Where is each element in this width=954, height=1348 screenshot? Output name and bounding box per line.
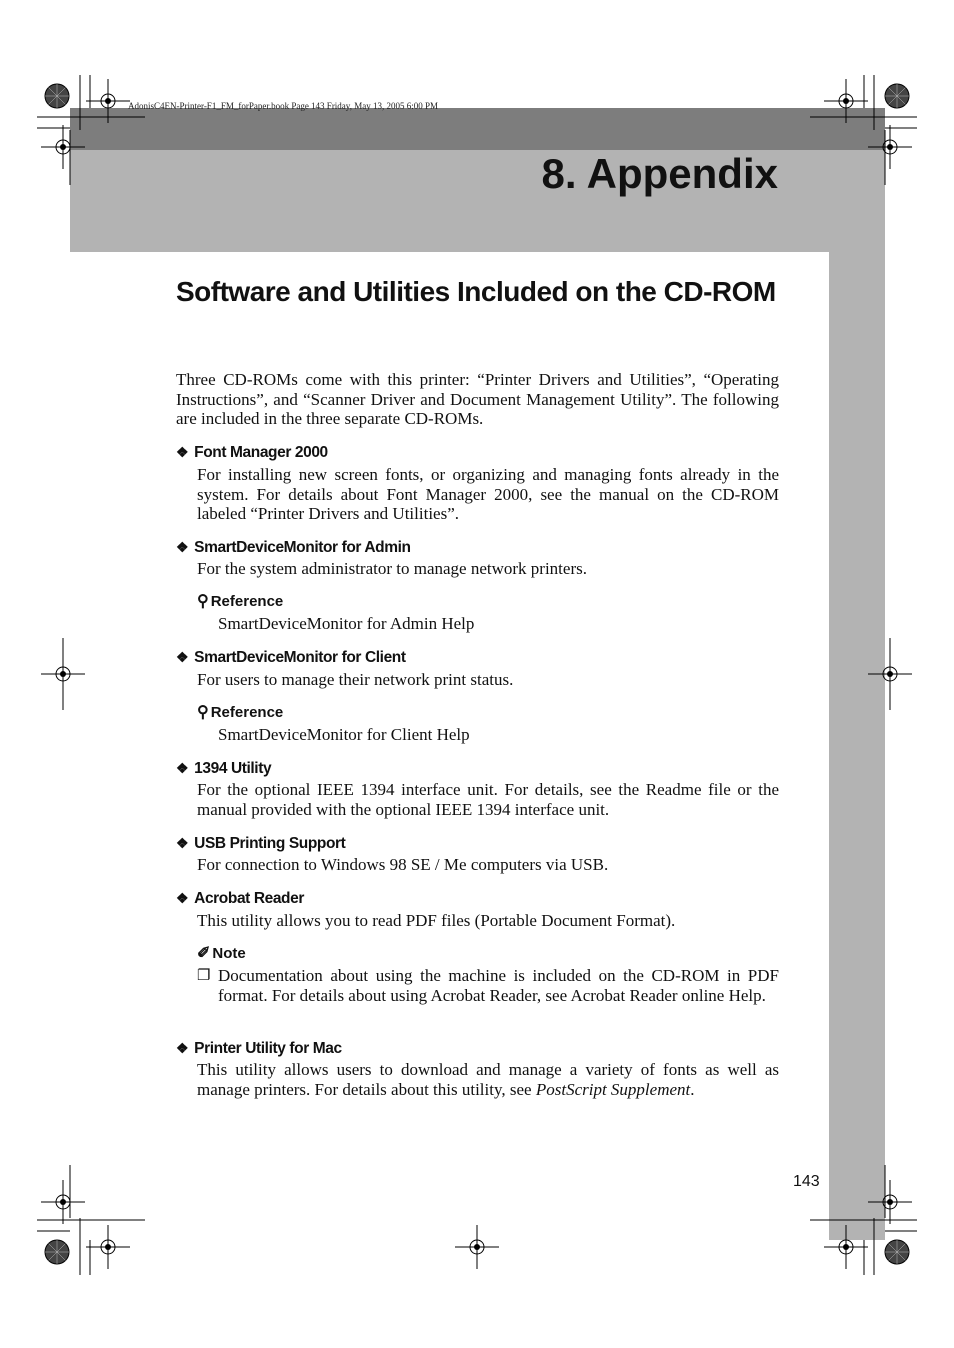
registration-mark-icon — [41, 1180, 85, 1224]
item-description: For installing new screen fonts, or organizing and managing fonts already in the system. For details about Font Manager 2000, see the manual on the CD-ROM labeled “Printer Drivers and Utilities”. — [197, 465, 779, 523]
item-heading-printer-utility-mac: ❖ Printer Utility for Mac — [176, 1040, 342, 1057]
diamond-bullet-icon: ❖ — [176, 649, 189, 665]
section-title: Software and Utilities Included on the CD-ROM — [176, 276, 776, 307]
diamond-bullet-icon: ❖ — [176, 835, 189, 851]
diamond-bullet-icon: ❖ — [176, 890, 189, 906]
item-description: For the optional IEEE 1394 interface unit. For details, see the Readme file or the manual provided with the optional IEEE 1394 interface unit. — [197, 780, 779, 819]
note-text: Documentation about using the machine is included on the CD-ROM in PDF format. For details about using Acrobat Reader, see Acrobat Reader online Help. — [218, 966, 779, 1005]
chapter-title: 8. Appendix — [541, 150, 778, 197]
item-heading-font-manager: ❖ Font Manager 2000 — [176, 444, 328, 461]
magnifier-icon: ⚲ — [197, 593, 209, 610]
magnifier-icon: ⚲ — [197, 704, 209, 721]
item-heading-sdm-client: ❖ SmartDeviceMonitor for Client — [176, 649, 406, 666]
item-description: For users to manage their network print status. — [197, 670, 514, 689]
registration-mark-icon — [868, 1180, 912, 1224]
registration-mark-icon — [41, 125, 85, 169]
item-heading-acrobat-reader: ❖ Acrobat Reader — [176, 890, 304, 907]
item-description: For connection to Windows 98 SE / Me computers via USB. — [197, 855, 609, 874]
corner-rosette-icon — [885, 84, 909, 108]
registration-mark-icon — [824, 1225, 868, 1269]
item-description: This utility allows users to download and manage a variety of fonts as well as manage printers. For details about this utility, see PostScript Supplement. — [197, 1060, 779, 1099]
file-info-line: AdonisC4EN-Printer-F1_FM_forPaper.book Page 143 Friday, May 13, 2005 6:00 PM — [128, 101, 438, 111]
page-number: 143 — [793, 1173, 820, 1190]
reference-text: SmartDeviceMonitor for Client Help — [218, 725, 470, 744]
reference-text: SmartDeviceMonitor for Admin Help — [218, 614, 475, 633]
document-reference-link: PostScript Supplement — [535, 1079, 691, 1099]
registration-mark-icon — [86, 1225, 130, 1269]
item-description: This utility allows you to read PDF files (Portable Document Format). — [197, 911, 676, 930]
item-description: For the system administrator to manage network printers. — [197, 559, 587, 578]
diamond-bullet-icon: ❖ — [176, 539, 189, 555]
intro-paragraph: Three CD-ROMs come with this printer: “Printer Drivers and Utilities”, “Operating Instructions”, and “Scanner Driver and Document Management Utility”. The following are included in the three separate CD-ROMs. — [176, 370, 779, 428]
registration-mark-icon — [86, 79, 130, 123]
corner-rosette-icon — [885, 1240, 909, 1264]
item-heading-usb-printing: ❖ USB Printing Support — [176, 835, 346, 852]
registration-mark-icon — [455, 1225, 499, 1269]
note-heading: ✐ Note — [197, 945, 246, 962]
registration-mark-icon — [824, 79, 868, 123]
reference-heading: ⚲ Reference — [197, 593, 284, 610]
diamond-bullet-icon: ❖ — [176, 1040, 189, 1056]
corner-rosette-icon — [45, 84, 69, 108]
diamond-bullet-icon: ❖ — [176, 444, 189, 460]
pencil-icon: ✐ — [197, 945, 211, 962]
item-heading-1394-utility: ❖ 1394 Utility — [176, 760, 272, 777]
registration-mark-icon — [868, 125, 912, 169]
diamond-bullet-icon: ❖ — [176, 760, 189, 776]
item-heading-sdm-admin: ❖ SmartDeviceMonitor for Admin — [176, 539, 411, 556]
reference-heading: ⚲ Reference — [197, 704, 284, 721]
corner-rosette-icon — [45, 1240, 69, 1264]
checkbox-icon: ❐ — [197, 968, 211, 984]
